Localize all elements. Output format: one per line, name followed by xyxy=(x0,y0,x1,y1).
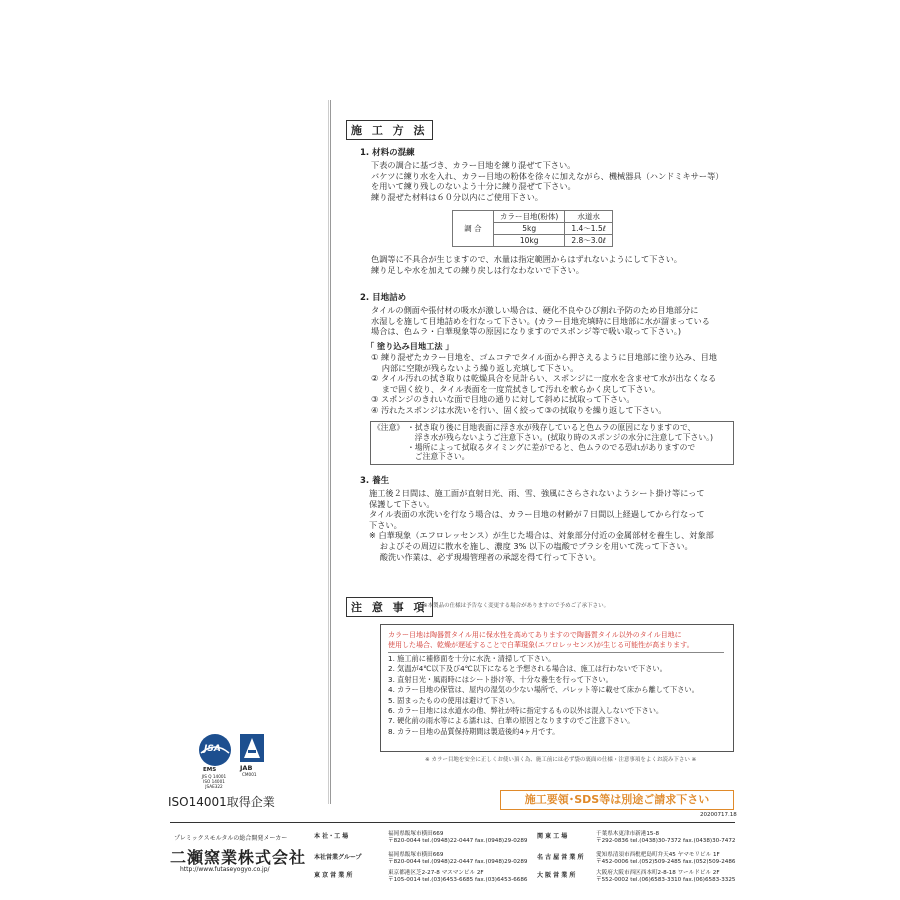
ems-label: EMS xyxy=(203,767,217,773)
office-label: 大 阪 営 業 所 xyxy=(537,872,576,879)
table-cell: 2.8～3.0ℓ xyxy=(565,235,612,247)
caution-notes: ・拭き取り後に目地表面に浮き水が残存していると色ムラの原因になりますので、 浮き水が残らないようご注意下さい。(拭取り時のスポンジの水分に注意して下さい。) ・場所によって拭取るタイミングに差がでると、色ムラのでる恐れがありますので ご注意下さい。 xyxy=(407,423,714,462)
usage-footnote: ※ カラー目地を安全に正しくお使い頂く為、施工前には必ず袋の裏面の仕様・注意事項をよくお読み下さい ※ xyxy=(425,757,697,763)
office-label: 本社営業グループ xyxy=(314,854,362,861)
company-url[interactable]: http://www.futaseyogyo.co.jp/ xyxy=(180,866,270,873)
company-name: 二瀬窯業株式会社 xyxy=(170,848,307,867)
section-title-method: 施 工 方 法 xyxy=(346,120,433,140)
mixing-paragraph: 下表の調合に基づき、カラー目地を練り混ぜて下さい。 バケツに練り水を入れ、カラー目地の粉体を徐々に加えながら、機械器具（ハンドミキサー等） を用いて練り残しのないよう十分に練り混ぜて下さい。 練り混ぜた材料は６０分以内にご使用下さい。 xyxy=(371,160,724,202)
section-title-notes: 注 意 事 項 xyxy=(346,597,433,617)
office-address: 大阪府大阪市西区西本町2-8-18 ワールドビル 2F 〒552-0002 tel.(06)6583-3310 fax.(06)6583-3325 xyxy=(596,870,736,883)
heading-curing: 3. 養生 xyxy=(360,476,390,486)
method-title: 「 塗り込み目地工法 」 xyxy=(366,341,454,351)
office-label: 関 東 工 場 xyxy=(537,833,568,840)
jab-code: CM001 xyxy=(242,772,257,777)
jointing-paragraph: タイルの側面や張付材の吸水が激しい場合は、硬化不良やひび割れ予防のため目地部分に 水湿しを施して目地詰めを行なって下さい。(カラー目地充填時に目地部に水が溜まっている 場合は、色ムラ・白華現象等の原因になりますのでスポンジ等で吸い取って下さい。) xyxy=(371,305,710,337)
notes-list: 1. 施工前に補修面を十分に水洗・清掃して下さい。 2. 気温が4℃以下及び4℃以下になると予想される場合は、施工は行わないで下さい。 3. 直射日光・風雨時にはシート掛け等、十分な養生を行って下さい。 4. カラー目地の保管は、屋内の湿気の少ない場所で、パレット等に載せて床から離して下さい。 5. 固まったものの使用は避けて下さい。 6. カラー目地には水道水の他、弊社が特に指定するもの以外は混入しないで下さい。 7. 硬化前の雨水等による濡れは、白華の原因となりますのでご注意下さい。 8. カラー目地の品質保持期間は製造後約4ヶ月です。 xyxy=(388,654,699,736)
company-tagline: プレミックスモルタルの総合開発メーカー xyxy=(174,835,288,842)
page-divider xyxy=(328,100,329,804)
iso-title: ISO14001取得企業 xyxy=(168,795,275,809)
mix-ratio-table xyxy=(452,210,613,247)
table-cell: 1.4～1.5ℓ xyxy=(565,223,612,235)
office-address: 福岡県飯塚市横田669 〒820-0044 tel.(0948)22-0447 fax.(0948)29-0289 xyxy=(388,852,528,865)
curing-paragraph: 施工後２日間は、施工面が直射日光、雨、雪、強風にさらされないようシート掛け等にって 保護して下さい。 タイル表面の水洗いを行なう場合は、カラー目地の材齢が７日間以上経過してから行なって 下さい。 ※ 白華現象（エフロレッセンス）が生じた場合は、対象部分付近の金属部材を養生し、対象部 およびその周辺に散水を施し、濃度 3% 以下の塩酸でブラシを用いて洗って下さい。 酸洗い作業は、必ず現場管理者の承認を得て行って下さい。 xyxy=(369,488,714,562)
table-header: カラー目地(粉体) xyxy=(494,211,565,223)
warning-text: カラー目地は陶器質タイル用に保水性を高めてありますので陶器質タイル以外のタイル目地に 使用した場合、乾燥が遅延することで白華現象(エフロレッセンス)が生じる可能性が高まります。 xyxy=(388,631,694,649)
jab-logo xyxy=(240,734,264,762)
jointing-steps: ① 練り混ぜたカラー目地を、ゴムコテでタイル面から押さえるように目地部に塗り込み、目地 内部に空隙が残らないよう繰り返し充填して下さい。 ② タイル汚れの拭き取りは乾燥具合を見計らい、スポンジに一度水を含ませて水が出なくなる まで固く絞り、タイル表面を一度荒拭きして汚れを軟らかく戻して下さい。 ③ スポンジのきれいな面で目地の通りに対して斜めに拭取って下さい。 ④ 汚れたスポンジは水洗いを行い、固く絞って③の拭取りを繰り返して下さい。 xyxy=(371,352,717,415)
table-cell: 10kg xyxy=(494,235,565,247)
office-label: 東 京 営 業 所 xyxy=(314,872,353,879)
request-documents-box: 施工要領･SDS等は別途ご請求下さい xyxy=(500,790,734,810)
mixing-after-paragraph: 色調等に不具合が生じますので、水量は指定範囲からはずれないようにして下さい。 練り足しや水を加えての練り戻しは行なわないで下さい。 xyxy=(371,254,682,275)
table-row-label: 調 合 xyxy=(453,211,494,247)
spec-change-note: ※本製品の仕様は予告なく変更する場合がありますので予めご了承下さい。 xyxy=(423,603,610,609)
table-cell: 5kg xyxy=(494,223,565,235)
caution-label: 《注意》 xyxy=(373,423,405,432)
office-address: 千葉県木更津市新港15-8 〒292-0836 tel.(0438)30-7372 fax.(0438)30-7472 xyxy=(596,831,736,844)
page-divider-line xyxy=(330,100,331,804)
office-address: 愛知県清須市西枇杷島町弁天45 ヤマモリビル 1F 〒452-0006 tel.(052)509-2485 fax.(052)509-2486 xyxy=(596,852,736,865)
office-label: 名 古 屋 営 業 所 xyxy=(537,854,584,861)
jab-label: JAB xyxy=(240,764,253,772)
office-address: 東京都港区芝2-27-8 マスマンビル 2F 〒105-0014 tel.(03)6453-6685 fax.(03)6453-6686 xyxy=(388,870,528,883)
ems-codes: JIS Q 14001 ISO 14001 JSAE322 xyxy=(201,774,227,789)
heading-jointing: 2. 目地詰め xyxy=(360,293,407,303)
jsa-logo-text: JSA xyxy=(204,744,221,754)
footer-divider xyxy=(170,822,735,823)
jsa-logo xyxy=(198,733,232,767)
notes-divider xyxy=(388,652,724,653)
office-address: 福岡県飯塚市横田669 〒820-0044 tel.(0948)22-0447 fax.(0948)29-0289 xyxy=(388,831,528,844)
date-code: 20200717.18 xyxy=(700,812,737,818)
heading-mixing: 1. 材料の混練 xyxy=(360,148,415,158)
office-label: 本 社・工 場 xyxy=(314,833,349,840)
table-header: 水道水 xyxy=(565,211,612,223)
